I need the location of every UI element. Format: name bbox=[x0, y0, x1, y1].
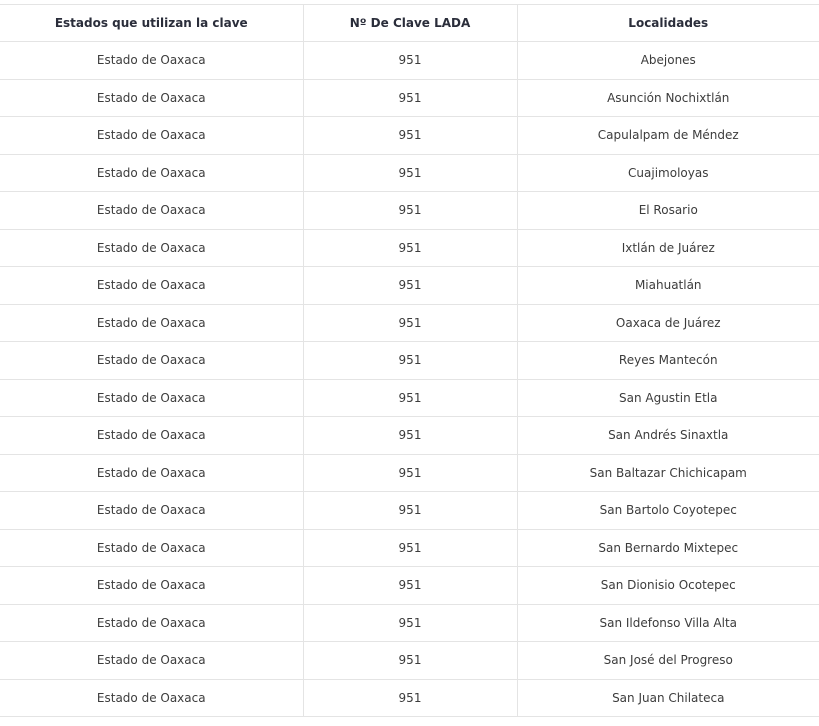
table-row bbox=[0, 267, 819, 305]
cell-clave-lada: 951 bbox=[303, 642, 517, 680]
cell-localidad: San José del Progreso bbox=[517, 642, 819, 680]
cell-estado: Estado de Oaxaca bbox=[0, 342, 303, 380]
table-body bbox=[0, 42, 819, 717]
cell-clave-lada: 951 bbox=[303, 417, 517, 455]
header-estados: Estados que utilizan la clave bbox=[0, 5, 303, 42]
cell-estado: Estado de Oaxaca bbox=[0, 679, 303, 717]
cell-clave-lada: 951 bbox=[303, 154, 517, 192]
cell-localidad: Capulalpam de Méndez bbox=[517, 117, 819, 155]
cell-estado: Estado de Oaxaca bbox=[0, 229, 303, 267]
cell-localidad: San Dionisio Ocotepec bbox=[517, 567, 819, 605]
cell-localidad: San Bernardo Mixtepec bbox=[517, 529, 819, 567]
cell-clave-lada: 951 bbox=[303, 379, 517, 417]
cell-estado: Estado de Oaxaca bbox=[0, 379, 303, 417]
cell-localidad: El Rosario bbox=[517, 192, 819, 230]
lada-table bbox=[0, 4, 819, 717]
table-row bbox=[0, 679, 819, 717]
cell-localidad: Abejones bbox=[517, 42, 819, 80]
table-header-row bbox=[0, 5, 819, 42]
cell-estado: Estado de Oaxaca bbox=[0, 42, 303, 80]
table-row bbox=[0, 492, 819, 530]
cell-localidad: San Baltazar Chichicapam bbox=[517, 454, 819, 492]
cell-clave-lada: 951 bbox=[303, 567, 517, 605]
table-row bbox=[0, 379, 819, 417]
cell-estado: Estado de Oaxaca bbox=[0, 454, 303, 492]
cell-clave-lada: 951 bbox=[303, 529, 517, 567]
cell-estado: Estado de Oaxaca bbox=[0, 304, 303, 342]
cell-estado: Estado de Oaxaca bbox=[0, 567, 303, 605]
table-row bbox=[0, 192, 819, 230]
table-row bbox=[0, 229, 819, 267]
cell-estado: Estado de Oaxaca bbox=[0, 642, 303, 680]
table-row bbox=[0, 117, 819, 155]
cell-estado: Estado de Oaxaca bbox=[0, 492, 303, 530]
cell-localidad: Cuajimoloyas bbox=[517, 154, 819, 192]
cell-localidad: San Bartolo Coyotepec bbox=[517, 492, 819, 530]
table-row bbox=[0, 529, 819, 567]
cell-clave-lada: 951 bbox=[303, 79, 517, 117]
header-clave-lada: Nº De Clave LADA bbox=[303, 5, 517, 42]
table-row bbox=[0, 342, 819, 380]
cell-localidad: San Agustin Etla bbox=[517, 379, 819, 417]
table-row bbox=[0, 154, 819, 192]
cell-localidad: San Juan Chilateca bbox=[517, 679, 819, 717]
cell-clave-lada: 951 bbox=[303, 492, 517, 530]
cell-estado: Estado de Oaxaca bbox=[0, 529, 303, 567]
cell-estado: Estado de Oaxaca bbox=[0, 192, 303, 230]
cell-clave-lada: 951 bbox=[303, 192, 517, 230]
cell-clave-lada: 951 bbox=[303, 229, 517, 267]
cell-clave-lada: 951 bbox=[303, 679, 517, 717]
table-row bbox=[0, 454, 819, 492]
table-row bbox=[0, 642, 819, 680]
cell-clave-lada: 951 bbox=[303, 454, 517, 492]
cell-estado: Estado de Oaxaca bbox=[0, 79, 303, 117]
cell-localidad: San Andrés Sinaxtla bbox=[517, 417, 819, 455]
cell-estado: Estado de Oaxaca bbox=[0, 117, 303, 155]
table-row bbox=[0, 304, 819, 342]
table-row bbox=[0, 567, 819, 605]
cell-clave-lada: 951 bbox=[303, 42, 517, 80]
cell-clave-lada: 951 bbox=[303, 604, 517, 642]
table-row bbox=[0, 604, 819, 642]
cell-clave-lada: 951 bbox=[303, 117, 517, 155]
table-row bbox=[0, 79, 819, 117]
table-row bbox=[0, 417, 819, 455]
table-row bbox=[0, 42, 819, 80]
cell-estado: Estado de Oaxaca bbox=[0, 417, 303, 455]
cell-localidad: Reyes Mantecón bbox=[517, 342, 819, 380]
cell-localidad: San Ildefonso Villa Alta bbox=[517, 604, 819, 642]
cell-estado: Estado de Oaxaca bbox=[0, 154, 303, 192]
cell-localidad: Miahuatlán bbox=[517, 267, 819, 305]
cell-localidad: Ixtlán de Juárez bbox=[517, 229, 819, 267]
cell-localidad: Asunción Nochixtlán bbox=[517, 79, 819, 117]
cell-estado: Estado de Oaxaca bbox=[0, 604, 303, 642]
cell-localidad: Oaxaca de Juárez bbox=[517, 304, 819, 342]
cell-estado: Estado de Oaxaca bbox=[0, 267, 303, 305]
cell-clave-lada: 951 bbox=[303, 304, 517, 342]
cell-clave-lada: 951 bbox=[303, 342, 517, 380]
header-localidades: Localidades bbox=[517, 5, 819, 42]
cell-clave-lada: 951 bbox=[303, 267, 517, 305]
